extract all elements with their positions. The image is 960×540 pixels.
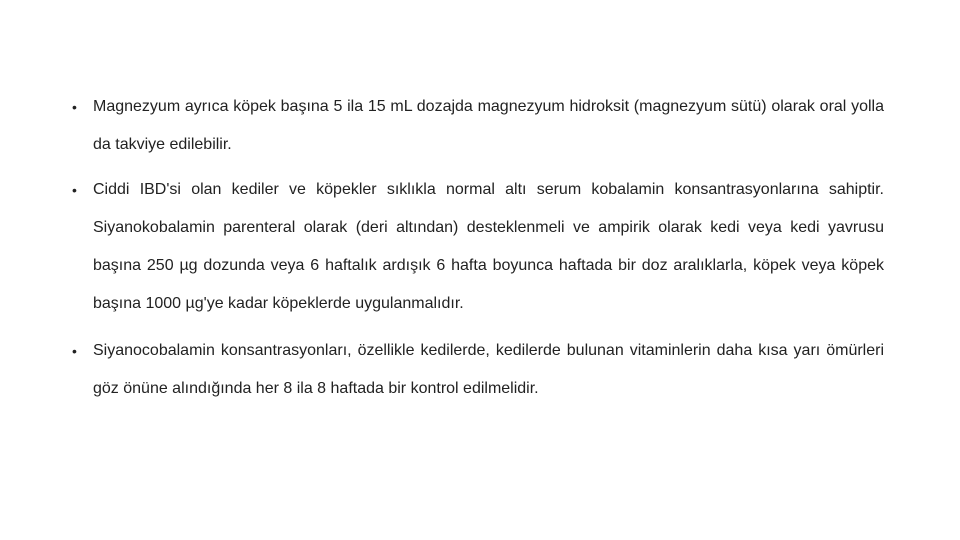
bullet-item-magnesium — [72, 88, 884, 164]
bullet-item-monitoring — [72, 332, 884, 408]
bullet-text: Magnezyum ayrıca köpek başına 5 ila 15 mL dozajda magnezyum hidroksit (magnezyum sütü) olarak oral yolla da takviye edilebilir. — [93, 98, 884, 153]
bullet-marker: • — [72, 343, 77, 359]
bullet-item-cobalamin — [72, 171, 884, 323]
bullet-list — [72, 88, 884, 415]
bullet-text: Ciddi IBD'si olan kediler ve köpekler sıklıkla normal altı serum kobalamin konsantrasyonlarına sahiptir. Siyanokobalamin parenteral olarak (deri altından) desteklenmeli ve ampirik olarak kedi veya kedi yavrusu başına 250 µg dozunda veya 6 haftalık ardışık 6 hafta boyunca haftada bir doz aralıklarla, köpek veya köpek başına 1000 µg'ye kadar köpeklerde uygulanmalıdır. — [93, 181, 884, 312]
bullet-marker: • — [72, 182, 77, 198]
bullet-text: Siyanocobalamin konsantrasyonları, özellikle kedilerde, kedilerde bulunan vitaminlerin daha kısa yarı ömürleri göz önüne alındığında her 8 ila 8 haftada bir kontrol edilmelidir. — [93, 342, 884, 397]
bullet-marker: • — [72, 99, 77, 115]
